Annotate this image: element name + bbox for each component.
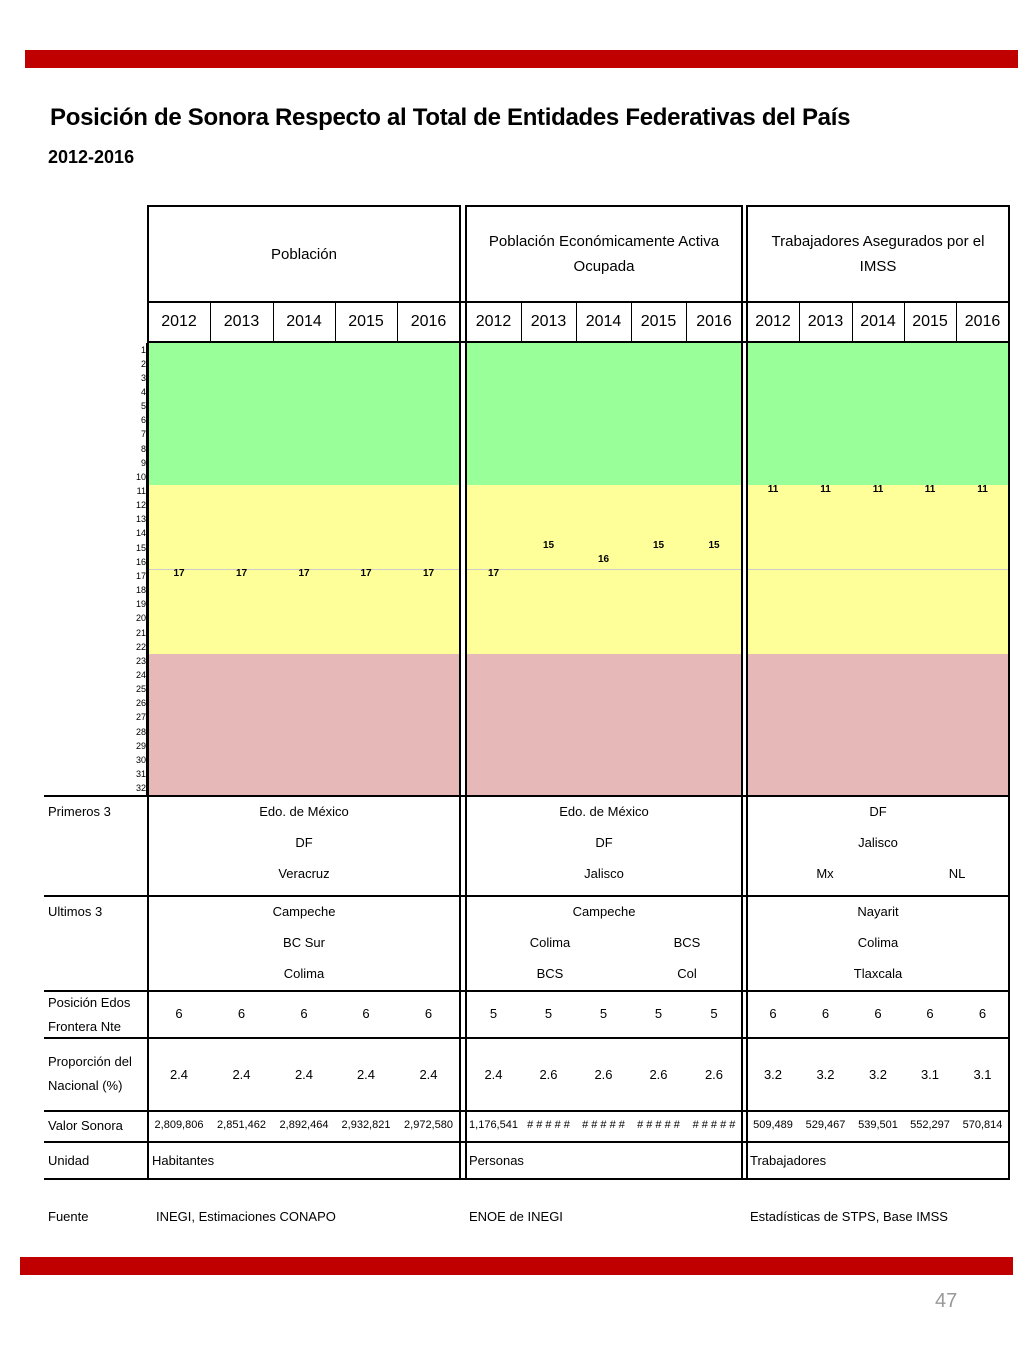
row-label-proporcion: Proporción del Nacional (%) xyxy=(48,1054,132,1093)
position-label: 31 xyxy=(135,769,146,779)
position-label: 18 xyxy=(135,585,146,596)
position-label: 21 xyxy=(135,627,146,638)
frontera-imss-2: 6 xyxy=(874,1006,882,1021)
position-label: 22 xyxy=(135,641,146,652)
frontera-imss-4: 6 xyxy=(978,1006,987,1021)
primeros-pea-3: Jalisco xyxy=(584,866,624,881)
year-imss-3: 2015 xyxy=(912,313,948,330)
table-border xyxy=(746,205,748,1180)
rank-pea-3: 15 xyxy=(652,540,665,552)
valor-imss-4: 570,814 xyxy=(962,1119,1003,1131)
ultimos-imss-2: Colima xyxy=(857,935,899,950)
proporcion-imss-4: 3.1 xyxy=(973,1067,992,1082)
column-divider xyxy=(904,302,905,342)
valor-imss-0: 509,489 xyxy=(753,1119,793,1131)
primeros-imss-3a: Mx xyxy=(816,866,834,881)
green-band-imss xyxy=(747,343,1009,485)
position-label: 3 xyxy=(140,372,146,383)
frontera-imss-3: 6 xyxy=(926,1006,934,1021)
valor-pea-2: # # # # # xyxy=(582,1119,625,1131)
table-border xyxy=(44,895,1010,897)
position-label: 20 xyxy=(135,613,146,624)
frontera-pob-4: 6 xyxy=(424,1006,433,1021)
position-label: 25 xyxy=(135,684,146,695)
proporcion-pea-1: 2.6 xyxy=(539,1067,558,1082)
group-header-poblacion: Población xyxy=(271,245,337,263)
position-label: 1 xyxy=(140,344,146,355)
position-label: 30 xyxy=(135,754,146,765)
position-label: 5 xyxy=(140,401,146,412)
fuente-pob: INEGI, Estimaciones CONAPO xyxy=(156,1209,336,1224)
rank-pob-1: 17 xyxy=(235,568,248,580)
table-border xyxy=(44,795,1010,797)
position-label: 23 xyxy=(135,655,146,666)
rank-pea-1: 15 xyxy=(542,540,555,552)
frontera-pob-3: 6 xyxy=(362,1006,370,1021)
group-header-imss: Trabajadores Asegurados por el IMSS xyxy=(771,233,985,275)
year-imss-4: 2016 xyxy=(964,313,1001,330)
row-label-primeros: Primeros 3 xyxy=(48,804,111,819)
position-label: 28 xyxy=(135,726,146,737)
position-label: 12 xyxy=(135,500,146,511)
column-divider xyxy=(852,302,853,342)
column-divider xyxy=(397,302,398,342)
position-label: 6 xyxy=(140,415,146,426)
proporcion-imss-3: 3.1 xyxy=(920,1067,940,1082)
valor-pea-0: 1,176,541 xyxy=(469,1119,518,1131)
rank-imss-0: 11 xyxy=(767,483,779,495)
red-band-imss xyxy=(747,654,1009,796)
frontera-pob-2: 6 xyxy=(300,1006,308,1021)
unidad-pob: Habitantes xyxy=(152,1153,215,1168)
valor-pob-1: 2,851,462 xyxy=(217,1119,266,1131)
page-title: Posición de Sonora Respecto al Total de Entidades Federativas del País xyxy=(50,104,851,131)
row-label-valor: Valor Sonora xyxy=(48,1118,123,1133)
year-pob-4: 2016 xyxy=(410,313,447,330)
proporcion-pea-4: 2.6 xyxy=(704,1067,724,1082)
position-label: 24 xyxy=(135,669,146,680)
position-label: 32 xyxy=(135,783,146,794)
row-label-unidad: Unidad xyxy=(48,1153,90,1168)
year-pea-4: 2016 xyxy=(696,313,732,330)
position-label: 13 xyxy=(135,514,146,525)
ultimos-pea-2b: BCS xyxy=(673,935,701,950)
position-label: 10 xyxy=(135,471,146,482)
proporcion-imss-0: 3.2 xyxy=(763,1067,783,1082)
page-subtitle: 2012-2016 xyxy=(48,147,135,167)
frontera-pob-0: 6 xyxy=(175,1006,183,1021)
unidad-imss: Trabajadores xyxy=(750,1153,827,1168)
band-divider xyxy=(747,569,1009,570)
unidad-pea: Personas xyxy=(469,1153,524,1168)
table-border xyxy=(147,301,1010,303)
table-border xyxy=(459,205,461,1180)
table-border xyxy=(44,1141,1010,1143)
rank-imss-4: 11 xyxy=(977,483,988,495)
frontera-pob-1: 6 xyxy=(237,1006,246,1021)
table-border xyxy=(44,990,1010,992)
row-label-fuente: Fuente xyxy=(48,1209,89,1224)
primeros-pob-3: Veracruz xyxy=(278,866,330,881)
valor-pob-0: 2,809,806 xyxy=(154,1119,204,1131)
year-pob-0: 2012 xyxy=(161,313,197,330)
primeros-pob-1: Edo. de México xyxy=(259,804,349,819)
valor-pea-4: # # # # # xyxy=(692,1119,736,1131)
table-border xyxy=(147,341,1010,343)
ultimos-pea-2a: Colima xyxy=(529,935,571,950)
valor-pea-3: # # # # # xyxy=(637,1119,680,1131)
frontera-pea-4: 5 xyxy=(710,1006,718,1021)
frontera-imss-1: 6 xyxy=(821,1006,830,1021)
frontera-pea-0: 5 xyxy=(489,1006,498,1021)
primeros-imss-1: DF xyxy=(869,804,887,819)
proporcion-imss-2: 3.2 xyxy=(868,1067,888,1082)
position-label: 4 xyxy=(140,386,146,397)
red-band-pob xyxy=(148,654,460,796)
valor-pob-3: 2,932,821 xyxy=(341,1119,391,1131)
position-label: 9 xyxy=(140,457,146,468)
primeros-imss-3b: NL xyxy=(948,866,966,881)
year-pob-1: 2013 xyxy=(223,313,260,330)
green-band-pea xyxy=(466,343,742,485)
frontera-pea-2: 5 xyxy=(599,1006,608,1021)
primeros-pea-2: DF xyxy=(595,835,613,850)
valor-pea-1: # # # # # xyxy=(527,1119,570,1131)
valor-imss-3: 552,297 xyxy=(910,1119,950,1131)
fuente-pea: ENOE de INEGI xyxy=(469,1209,563,1224)
column-divider xyxy=(631,302,632,342)
year-imss-1: 2013 xyxy=(807,313,844,330)
position-label: 26 xyxy=(135,698,146,709)
proporcion-pob-1: 2.4 xyxy=(232,1067,251,1082)
proporcion-pea-3: 2.6 xyxy=(649,1067,668,1082)
rank-pea-0: 17 xyxy=(487,568,500,580)
fuente-imss: Estadísticas de STPS, Base IMSS xyxy=(750,1209,948,1224)
column-divider xyxy=(799,302,800,342)
proporcion-pea-2: 2.6 xyxy=(594,1067,613,1082)
table-border xyxy=(44,1110,1010,1112)
ultimos-pob-1: Campeche xyxy=(272,904,336,919)
proporcion-pob-2: 2.4 xyxy=(294,1067,314,1082)
group-header-pea: Población Económicamente Activa Ocupada xyxy=(488,233,720,275)
position-label: 15 xyxy=(135,542,146,553)
position-label: 29 xyxy=(135,740,146,751)
table-border xyxy=(44,1178,1010,1180)
position-label: 17 xyxy=(135,570,146,581)
table-border xyxy=(746,205,1010,207)
table-border xyxy=(465,205,742,207)
ultimos-pea-3a: BCS xyxy=(536,966,564,981)
column-divider xyxy=(956,302,957,342)
row-label-ultimos: Ultimos 3 xyxy=(48,904,103,919)
column-divider xyxy=(210,302,211,342)
ultimos-pea-3b: Col xyxy=(677,966,697,981)
column-divider xyxy=(576,302,577,342)
proporcion-pob-0: 2.4 xyxy=(169,1067,189,1082)
proporcion-imss-1: 3.2 xyxy=(816,1067,835,1082)
valor-pob-2: 2,892,464 xyxy=(279,1119,329,1131)
table-border xyxy=(1008,205,1010,1180)
ultimos-imss-3: Tlaxcala xyxy=(853,966,903,981)
table-border xyxy=(465,205,467,1180)
rank-pob-3: 17 xyxy=(360,568,372,580)
ultimos-pob-3: Colima xyxy=(283,966,325,981)
rank-pob-0: 17 xyxy=(173,568,185,580)
position-label: 19 xyxy=(135,599,146,610)
row-label-frontera: Posición Edos Frontera Nte xyxy=(48,995,131,1034)
primeros-imss-2: Jalisco xyxy=(858,835,898,850)
column-divider xyxy=(686,302,687,342)
page-number: 47 xyxy=(935,1290,958,1312)
year-imss-2: 2014 xyxy=(860,313,896,330)
year-pea-2: 2014 xyxy=(585,313,622,330)
valor-imss-1: 529,467 xyxy=(805,1119,846,1131)
column-divider xyxy=(335,302,336,342)
year-pea-3: 2015 xyxy=(640,313,677,330)
column-divider xyxy=(521,302,522,342)
ultimos-pea-1: Campeche xyxy=(572,904,636,919)
position-label: 16 xyxy=(135,556,146,567)
ultimos-imss-1: Nayarit xyxy=(857,904,899,919)
position-label: 27 xyxy=(135,712,146,723)
position-label: 11 xyxy=(136,486,146,496)
position-label: 14 xyxy=(135,528,146,539)
valor-imss-2: 539,501 xyxy=(858,1119,898,1131)
table-border xyxy=(741,205,743,1180)
proporcion-pob-4: 2.4 xyxy=(419,1067,438,1082)
frontera-pea-3: 5 xyxy=(654,1006,663,1021)
column-divider xyxy=(273,302,274,342)
rank-pea-2: 16 xyxy=(597,554,610,566)
rank-imss-1: 11 xyxy=(820,483,831,495)
year-pob-3: 2015 xyxy=(348,313,384,330)
position-label: 8 xyxy=(140,443,146,454)
rank-pob-2: 17 xyxy=(298,568,310,580)
ultimos-pob-2: BC Sur xyxy=(283,935,325,950)
green-band-pob xyxy=(148,343,460,485)
bottom-red-bar xyxy=(20,1257,1013,1275)
year-pea-0: 2012 xyxy=(475,313,512,330)
proporcion-pob-3: 2.4 xyxy=(356,1067,376,1082)
position-label: 7 xyxy=(140,429,146,440)
proporcion-pea-0: 2.4 xyxy=(484,1067,503,1082)
rank-imss-2: 11 xyxy=(872,483,884,495)
top-red-bar xyxy=(25,50,1018,68)
rank-pob-4: 17 xyxy=(422,568,435,580)
year-pea-1: 2013 xyxy=(530,313,567,330)
table-border xyxy=(146,343,148,796)
primeros-pob-2: DF xyxy=(295,835,313,850)
primeros-pea-1: Edo. de México xyxy=(559,804,649,819)
position-label: 2 xyxy=(140,358,146,369)
table-border xyxy=(147,205,460,207)
year-imss-0: 2012 xyxy=(755,313,791,330)
valor-pob-4: 2,972,580 xyxy=(404,1119,453,1131)
rank-imss-3: 11 xyxy=(924,483,936,495)
red-band-pea xyxy=(466,654,742,796)
year-pob-2: 2014 xyxy=(286,313,322,330)
table-border xyxy=(44,1037,1010,1039)
frontera-pea-1: 5 xyxy=(544,1006,553,1021)
frontera-imss-0: 6 xyxy=(769,1006,777,1021)
rank-pea-4: 15 xyxy=(708,540,720,552)
